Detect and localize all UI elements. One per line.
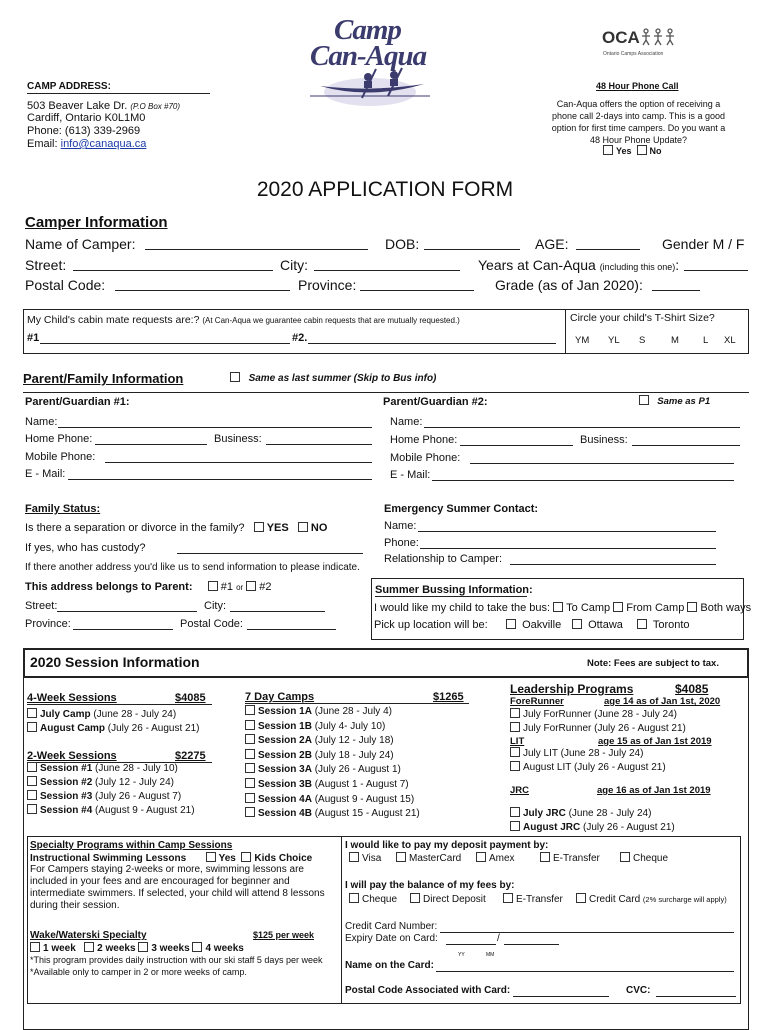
- two-week-list: [27, 762, 195, 818]
- balance-heading: I will pay the balance of my fees by:: [345, 880, 515, 891]
- four-week-list: [27, 708, 200, 736]
- session-dates: (August 9 - August 15): [311, 793, 415, 805]
- session-dates: (July 26 - August 1): [311, 764, 401, 776]
- seven-day-title: 7 Day Camps: [245, 691, 315, 703]
- session-option: [245, 763, 420, 778]
- tshirt-size-yl[interactable]: YL: [608, 335, 620, 346]
- tshirt-label: Circle your child's T-Shirt Size?: [570, 312, 715, 324]
- camp-email-row: Email: info@canaqua.ca: [27, 138, 147, 150]
- same-as-p1-row: Same as P1: [639, 395, 710, 407]
- g1-home-label: Home Phone:: [25, 433, 93, 445]
- emergency-phone-label: Phone:: [384, 537, 419, 549]
- wake-weeks: 1 week 2 weeks 3 weeks 4 weeks: [30, 942, 244, 954]
- lit-label: LIT: [510, 736, 525, 747]
- wake-2-weeks-checkbox[interactable]: [84, 942, 94, 952]
- name-on-card-input[interactable]: [436, 960, 734, 972]
- g1-name-input[interactable]: [58, 416, 372, 428]
- camper-info-heading: Camper Information: [25, 214, 168, 231]
- separation-no-checkbox[interactable]: [298, 522, 308, 532]
- emergency-name-input[interactable]: [418, 520, 716, 532]
- session-option: [27, 762, 195, 776]
- bus-to-camp-checkbox[interactable]: [553, 602, 563, 612]
- camp-phone: Phone: (613) 339-2969: [27, 125, 141, 137]
- session-dates: (July 12 - July 24): [92, 777, 174, 788]
- four-week-price: $4085: [175, 692, 206, 704]
- expiry-yy-label: YY: [458, 952, 465, 958]
- belongs-parent1-checkbox[interactable]: [208, 581, 218, 591]
- session-dates: (June 28 - July 24): [565, 808, 652, 819]
- session-name: Session 3B: [258, 778, 312, 790]
- age-label: AGE:: [535, 236, 569, 252]
- deposit-etransfer-checkbox[interactable]: [540, 852, 550, 862]
- address-belongs-row: This address belongs to Parent: #1 or #2: [25, 581, 272, 593]
- session-option: [27, 722, 200, 736]
- emergency-heading: Emergency Summer Contact:: [384, 503, 539, 515]
- session-label: July ForRunner (June 28 - July 24): [523, 709, 677, 720]
- pickup-oakville: Oakville: [506, 619, 561, 631]
- deposit-heading: I would like to pay my deposit payment by:: [345, 840, 549, 851]
- session-option: [510, 708, 686, 722]
- balance-cheque-checkbox[interactable]: [349, 893, 359, 903]
- deposit-amex-checkbox[interactable]: [476, 852, 486, 862]
- wake-1-week-checkbox[interactable]: [30, 942, 40, 952]
- leadership-price: $4085: [675, 682, 709, 696]
- lit-list: [510, 747, 666, 775]
- oca-people-icon: [640, 27, 680, 50]
- balance-direct-deposit: Direct Deposit: [410, 893, 486, 905]
- session-option: [510, 807, 675, 821]
- session-checkbox[interactable]: [245, 720, 255, 730]
- session-dates: (August 1 - August 7): [311, 778, 409, 790]
- wake-3-weeks-checkbox[interactable]: [138, 942, 148, 952]
- session-label: July LIT (June 28 - July 24): [523, 748, 644, 759]
- session-dates: (June 28 - July 4): [311, 706, 392, 717]
- phone-update-no-checkbox[interactable]: [637, 145, 647, 155]
- alt-street-label: Street:: [25, 600, 58, 612]
- seven-day-price: $1265: [433, 691, 464, 703]
- session-option: [245, 807, 420, 822]
- deposit-mastercard: MasterCard: [396, 852, 461, 864]
- tshirt-size-s[interactable]: S: [639, 335, 646, 346]
- session-dates: (June 28 - July 10): [92, 763, 178, 774]
- family-status-heading: Family Status:: [25, 503, 101, 515]
- session-checkbox[interactable]: [510, 708, 520, 718]
- g1-home-input[interactable]: [95, 433, 207, 445]
- deposit-visa-checkbox[interactable]: [349, 852, 359, 862]
- balance-credit-card: Credit Card (2% surcharge will apply): [576, 893, 727, 905]
- session-checkbox[interactable]: [27, 722, 37, 732]
- emergency-phone-input[interactable]: [420, 537, 716, 549]
- phone-call-options: Yes No: [603, 145, 662, 156]
- lit-age: age 15 as of Jan 1st 2019: [598, 736, 712, 747]
- separation-question: Is there a separation or divorce in the family? YES NO: [25, 522, 328, 534]
- city-input[interactable]: [314, 257, 460, 271]
- session-name: Session 1B: [258, 720, 312, 732]
- g2-business-input[interactable]: [632, 434, 740, 446]
- camp-email-link[interactable]: info@canaqua.ca: [60, 138, 147, 150]
- session-option: [510, 722, 686, 736]
- expiry-yy-input[interactable]: [446, 933, 496, 945]
- separation-yes-checkbox[interactable]: [254, 522, 264, 532]
- session-dates: (July 26 - August 21): [580, 822, 675, 833]
- session-name: August JRC: [523, 822, 581, 833]
- address-line2: Cardiff, Ontario K0L1M0: [27, 112, 146, 124]
- session-checkbox[interactable]: [27, 804, 37, 814]
- dob-input[interactable]: [424, 236, 520, 250]
- alt-city-label: City:: [204, 600, 226, 612]
- session-name: Session 4A: [258, 793, 312, 805]
- cvc-label: CVC:: [626, 985, 651, 996]
- deposit-cheque-checkbox[interactable]: [620, 852, 630, 862]
- wake-price: $125 per week: [253, 930, 315, 940]
- grade-label: Grade (as of Jan 2020):: [495, 277, 643, 293]
- leadership-title: Leadership Programs: [510, 682, 634, 696]
- session-checkbox[interactable]: [245, 749, 255, 759]
- another-address-note: If there another address you'd like us to send information to please indicate.: [25, 562, 360, 573]
- pickup-label: Pick up location will be:: [374, 619, 488, 631]
- session-name: Session #4: [40, 805, 93, 816]
- bussing-heading: Summer Bussing Information:: [375, 584, 533, 596]
- g1-email-label: E - Mail:: [25, 468, 66, 480]
- camper-name-input[interactable]: [145, 236, 368, 250]
- session-checkbox[interactable]: [245, 807, 255, 817]
- swim-description: For Campers staying 2-weeks or more, swimming lessons are included in your fees and are encouraged for beginner and intermediate swimmers. If selected, your child will attend 8 lessons during their session.: [30, 864, 325, 911]
- street-input[interactable]: [73, 257, 273, 271]
- age-input[interactable]: [576, 236, 640, 250]
- wake-note-1: *This program provides daily instruction with our ski staff 5 days per week: [30, 955, 323, 965]
- emergency-relationship-input[interactable]: [510, 553, 716, 565]
- session-checkbox[interactable]: [510, 747, 520, 757]
- g1-business-input[interactable]: [266, 433, 372, 445]
- session-checkbox[interactable]: [27, 708, 37, 718]
- session-checkbox[interactable]: [245, 705, 255, 715]
- postal-card-input[interactable]: [513, 985, 609, 997]
- forerunner-list: [510, 708, 686, 736]
- parent-info-heading: Parent/Family Information: [23, 371, 184, 386]
- phone-update-yes-checkbox[interactable]: [603, 145, 613, 155]
- card-number-label: Credit Card Number:: [345, 921, 438, 932]
- g2-name-label: Name:: [390, 416, 423, 428]
- balance-etransfer-checkbox[interactable]: [503, 893, 513, 903]
- alt-province-label: Province:: [25, 618, 71, 630]
- two-week-title: 2-Week Sessions: [27, 750, 117, 762]
- g1-mobile-input[interactable]: [105, 451, 372, 463]
- pickup-toronto: Toronto: [637, 619, 690, 631]
- seven-day-list: [245, 705, 420, 822]
- cabin-request-2-label: #2.: [292, 332, 308, 344]
- deposit-etransfer: E-Transfer: [540, 852, 600, 864]
- same-as-last-row: Same as last summer (Skip to Bus info): [230, 372, 436, 384]
- session-option: [27, 708, 200, 722]
- session-name: July Camp: [40, 709, 91, 720]
- same-as-last-checkbox[interactable]: [230, 372, 240, 382]
- province-label: Province:: [298, 277, 357, 293]
- balance-direct-deposit-checkbox[interactable]: [410, 893, 420, 903]
- same-as-p1-checkbox[interactable]: [639, 395, 649, 405]
- g2-mobile-label: Mobile Phone:: [390, 452, 461, 464]
- session-dates: (July 26 - August 21): [105, 723, 200, 734]
- session-checkbox[interactable]: [27, 776, 37, 786]
- grade-input[interactable]: [652, 277, 700, 291]
- session-dates: (August 9 - August 21): [92, 805, 195, 816]
- cvc-input[interactable]: [656, 985, 736, 997]
- balance-etransfer: E-Transfer: [503, 893, 563, 905]
- session-dates: (July 4- July 10): [311, 720, 386, 732]
- kids-choice-checkbox[interactable]: [241, 852, 251, 862]
- deposit-visa: Visa: [349, 852, 381, 864]
- session-dates: (July 26 - August 7): [92, 791, 182, 802]
- session-dates: (August 15 - August 21): [311, 808, 420, 820]
- pickup-toronto-checkbox[interactable]: [637, 619, 647, 629]
- jrc-label: JRC: [510, 785, 530, 796]
- session-info-heading: 2020 Session Information: [30, 654, 200, 670]
- session-name: Session 2A: [258, 735, 312, 747]
- g2-business-label: Business:: [580, 434, 628, 446]
- postal-input[interactable]: [115, 277, 290, 291]
- session-checkbox[interactable]: [27, 790, 37, 800]
- session-name: July JRC: [523, 808, 566, 819]
- swim-yes-checkbox[interactable]: [206, 852, 216, 862]
- wake-note-2: *Available only to camper in 2 or more weeks of camp.: [30, 967, 247, 977]
- g2-email-label: E - Mail:: [390, 469, 431, 481]
- deposit-amex: Amex: [476, 852, 515, 864]
- bus-both-ways-checkbox[interactable]: [687, 602, 697, 612]
- g2-home-input[interactable]: [460, 434, 573, 446]
- cabin-request-1-input[interactable]: [40, 332, 290, 344]
- phone-call-heading: 48 Hour Phone Call: [596, 81, 679, 91]
- session-option: [27, 790, 195, 804]
- session-option: [510, 747, 666, 761]
- cabin-request-2-input[interactable]: [308, 332, 556, 344]
- expiry-mm-label: MM: [486, 952, 495, 958]
- deposit-mastercard-checkbox[interactable]: [396, 852, 406, 862]
- session-dates: (June 28 - July 24): [90, 709, 177, 720]
- guardian2-heading: Parent/Guardian #2:: [383, 396, 488, 408]
- postal-card-label: Postal Code Associated with Card:: [345, 985, 511, 996]
- years-label: Years at Can-Aqua (including this one):: [478, 257, 680, 273]
- session-option: [245, 734, 420, 749]
- form-title: 2020 APPLICATION FORM: [256, 178, 514, 201]
- expiry-mm-input[interactable]: [504, 933, 559, 945]
- session-checkbox[interactable]: [245, 763, 255, 773]
- session-dates: (July 18 - July 24): [311, 749, 394, 761]
- emergency-name-label: Name:: [384, 520, 417, 532]
- wake-4-weeks-checkbox[interactable]: [192, 942, 202, 952]
- session-checkbox[interactable]: [510, 761, 520, 771]
- session-option: [510, 761, 666, 775]
- dob-label: DOB:: [385, 236, 420, 252]
- belongs-parent2-checkbox[interactable]: [246, 581, 256, 591]
- alt-postal-label: Postal Code:: [180, 618, 243, 630]
- custody-input[interactable]: [177, 542, 363, 554]
- session-name: Session 1A: [258, 706, 312, 717]
- street-label: Street:: [25, 257, 67, 273]
- session-checkbox[interactable]: [245, 793, 255, 803]
- oca-logo: OCA: [602, 28, 640, 47]
- forerunner-label: ForeRunner: [510, 696, 564, 707]
- custody-label: If yes, who has custody?: [25, 542, 146, 554]
- camper-name-label: Name of Camper:: [25, 236, 136, 252]
- session-checkbox[interactable]: [510, 821, 520, 831]
- g2-mobile-input[interactable]: [470, 452, 734, 464]
- g1-mobile-label: Mobile Phone:: [25, 451, 96, 463]
- cabin-request-1-label: #1: [27, 332, 40, 344]
- pickup-ottawa: Ottawa: [572, 619, 623, 631]
- logo-camp-text: Camp: [334, 14, 401, 46]
- session-name: Session #3: [40, 791, 93, 802]
- session-dates: (July 12 - July 18): [311, 735, 394, 747]
- g2-email-input[interactable]: [432, 469, 734, 481]
- pickup-ottawa-checkbox[interactable]: [572, 619, 582, 629]
- session-option: [245, 720, 420, 735]
- address-line1: 503 Beaver Lake Dr. (P.O Box #70): [27, 100, 181, 112]
- two-week-price: $2275: [175, 750, 206, 762]
- province-input[interactable]: [360, 277, 474, 291]
- alt-postal-input[interactable]: [247, 618, 336, 630]
- logo-canaqua-text: Can-Aqua: [310, 40, 427, 72]
- bus-from-camp-checkbox[interactable]: [613, 602, 623, 612]
- phone-call-text: Can-Aqua offers the option of receiving a phone call 2-days into camp. This is a good option for first time campers. Do you want a 48 Hour Phone Update?: [551, 99, 726, 145]
- expiry-label: Expiry Date on Card:: [345, 933, 438, 944]
- g1-email-input[interactable]: [68, 468, 372, 480]
- session-checkbox[interactable]: [510, 722, 520, 732]
- session-option: [27, 804, 195, 818]
- jrc-list: [510, 807, 675, 835]
- bus-take-row: I would like my child to take the bus: To Camp From Camp Both ways: [374, 602, 752, 614]
- session-checkbox[interactable]: [245, 778, 255, 788]
- session-name: August Camp: [40, 723, 105, 734]
- gender-field[interactable]: Gender M / F: [662, 236, 745, 252]
- session-name: Session 3A: [258, 764, 312, 776]
- tshirt-size-ym[interactable]: YM: [575, 335, 590, 346]
- deposit-cheque: Cheque: [620, 852, 668, 864]
- guardian1-heading: Parent/Guardian #1:: [25, 396, 130, 408]
- session-option: [27, 776, 195, 790]
- session-label: July ForRunner (July 26 - August 21): [523, 723, 686, 734]
- forerunner-age: age 14 as of Jan 1st, 2020: [604, 696, 721, 707]
- years-input[interactable]: [684, 257, 748, 271]
- emergency-relationship-label: Relationship to Camper:: [384, 553, 503, 565]
- session-checkbox[interactable]: [27, 762, 37, 772]
- jrc-age: age 16 as of Jan 1st 2019: [597, 785, 711, 796]
- cabin-request-label: My Child's cabin mate requests are:? (At Can-Aqua we guarantee cabin requests that are mutually requested.): [27, 314, 460, 326]
- expiry-separator: /: [497, 933, 500, 944]
- four-week-title: 4-Week Sessions: [27, 692, 117, 704]
- session-name: Session #1: [40, 763, 93, 774]
- session-checkbox[interactable]: [510, 807, 520, 817]
- session-name: Session #2: [40, 777, 93, 788]
- g2-home-label: Home Phone:: [390, 434, 458, 446]
- session-option: [245, 793, 420, 808]
- wake-heading: Wake/Waterski Specialty: [30, 930, 147, 941]
- specialty-heading: Specialty Programs within Camp Sessions: [30, 840, 233, 851]
- alt-city-input[interactable]: [230, 600, 325, 612]
- tshirt-size-xl[interactable]: XL: [724, 335, 736, 346]
- tshirt-size-l[interactable]: L: [703, 335, 709, 346]
- session-label: August LIT (July 26 - August 21): [523, 762, 666, 773]
- balance-cheque: Cheque: [349, 893, 397, 905]
- postal-label: Postal Code:: [25, 277, 106, 293]
- session-option: [510, 821, 675, 835]
- camp-address-heading: CAMP ADDRESS:: [27, 81, 111, 92]
- alt-province-input[interactable]: [73, 618, 173, 630]
- session-name: Session 4B: [258, 808, 312, 820]
- g1-name-label: Name:: [25, 416, 58, 428]
- alt-street-input[interactable]: [57, 600, 197, 612]
- city-label: City:: [280, 257, 308, 273]
- card-number-input[interactable]: [440, 921, 734, 933]
- name-on-card-label: Name on the Card:: [345, 960, 434, 971]
- g1-business-label: Business:: [214, 433, 262, 445]
- session-option: [245, 705, 420, 720]
- tshirt-size-m[interactable]: M: [671, 335, 679, 346]
- pickup-oakville-checkbox[interactable]: [506, 619, 516, 629]
- swim-row: Instructional Swimming Lessons Yes Kids Choice: [30, 853, 313, 864]
- oca-name: Ontario Camps Association: [603, 51, 664, 57]
- session-name: Session 2B: [258, 749, 312, 761]
- balance-credit-card-checkbox[interactable]: [576, 893, 586, 903]
- g2-name-input[interactable]: [424, 416, 740, 428]
- session-checkbox[interactable]: [245, 734, 255, 744]
- session-option: [245, 778, 420, 793]
- fees-note: Note: Fees are subject to tax.: [587, 658, 719, 669]
- session-option: [245, 749, 420, 764]
